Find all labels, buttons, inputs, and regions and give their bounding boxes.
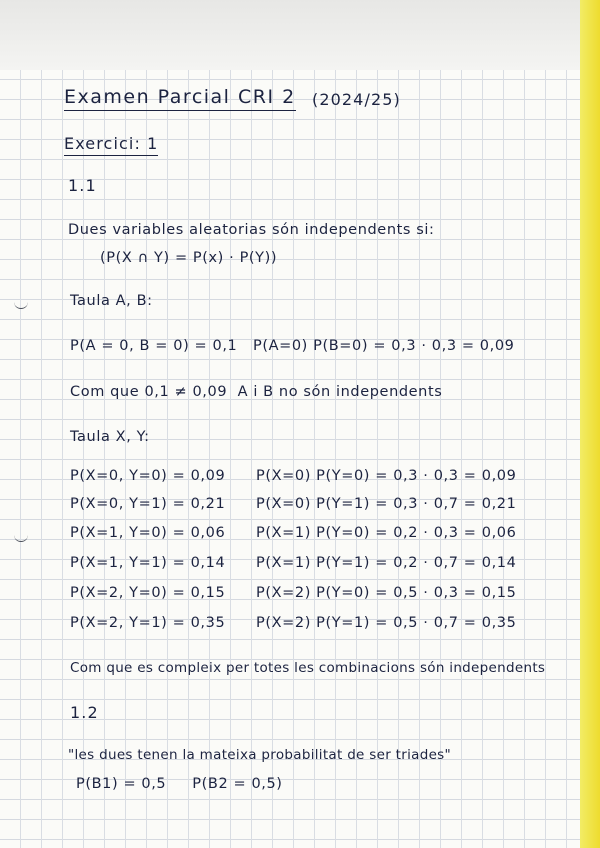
xy-product-probability: P(X=0) P(Y=0) = 0,3 · 0,3 = 0,09 xyxy=(256,468,517,484)
xy-joint-probability: P(X=1, Y=0) = 0,06 xyxy=(70,525,226,541)
ab-conclusion: Com que 0,1 ≠ 0,09 A i B no són independents xyxy=(70,384,443,400)
xy-product-probability: P(X=2) P(Y=0) = 0,5 · 0,3 = 0,15 xyxy=(256,585,517,601)
xy-product-probability: P(X=2) P(Y=1) = 0,5 · 0,7 = 0,35 xyxy=(256,615,517,631)
ab-equation: P(A = 0, B = 0) = 0,1 P(A=0) P(B=0) = 0,3 · 0,3 = 0,09 xyxy=(70,338,515,354)
definition-text: Dues variables aleatorias són independents si: xyxy=(68,222,435,238)
xy-product-probability: P(X=1) P(Y=1) = 0,2 · 0,7 = 0,14 xyxy=(256,555,517,571)
xy-product-probability: P(X=1) P(Y=0) = 0,2 · 0,3 = 0,06 xyxy=(256,525,517,541)
exam-title: Examen Parcial CRI 2 xyxy=(64,86,296,111)
section-number: 1.1 xyxy=(68,176,97,195)
xy-joint-probability: P(X=2, Y=1) = 0,35 xyxy=(70,615,226,631)
page-top-margin xyxy=(0,0,600,70)
section-number: 1.2 xyxy=(70,703,99,722)
yellow-highlight-strip xyxy=(580,0,600,848)
xy-conclusion: Com que es compleix per totes les combinacions són independents xyxy=(70,660,546,676)
definition-formula: (P(X ∩ Y) = P(x) · P(Y)) xyxy=(100,250,278,266)
xy-joint-probability: P(X=0, Y=0) = 0,09 xyxy=(70,468,226,484)
binder-hole-mark xyxy=(14,533,28,542)
exam-year: (2024/25) xyxy=(312,90,401,109)
quote-text: "les dues tenen la mateixa probabilitat de ser triades" xyxy=(68,747,452,763)
xy-joint-probability: P(X=0, Y=1) = 0,21 xyxy=(70,496,226,512)
xy-joint-probability: P(X=1, Y=1) = 0,14 xyxy=(70,555,226,571)
binder-hole-mark xyxy=(14,300,28,309)
xy-product-probability: P(X=0) P(Y=1) = 0,3 · 0,7 = 0,21 xyxy=(256,496,517,512)
table-ab-title: Taula A, B: xyxy=(70,293,153,309)
xy-joint-probability: P(X=2, Y=0) = 0,15 xyxy=(70,585,226,601)
b-probabilities: P(B1) = 0,5 P(B2 = 0,5) xyxy=(76,776,283,792)
table-xy-title: Taula X, Y: xyxy=(70,429,150,445)
exercise-heading: Exercici: 1 xyxy=(64,134,158,156)
